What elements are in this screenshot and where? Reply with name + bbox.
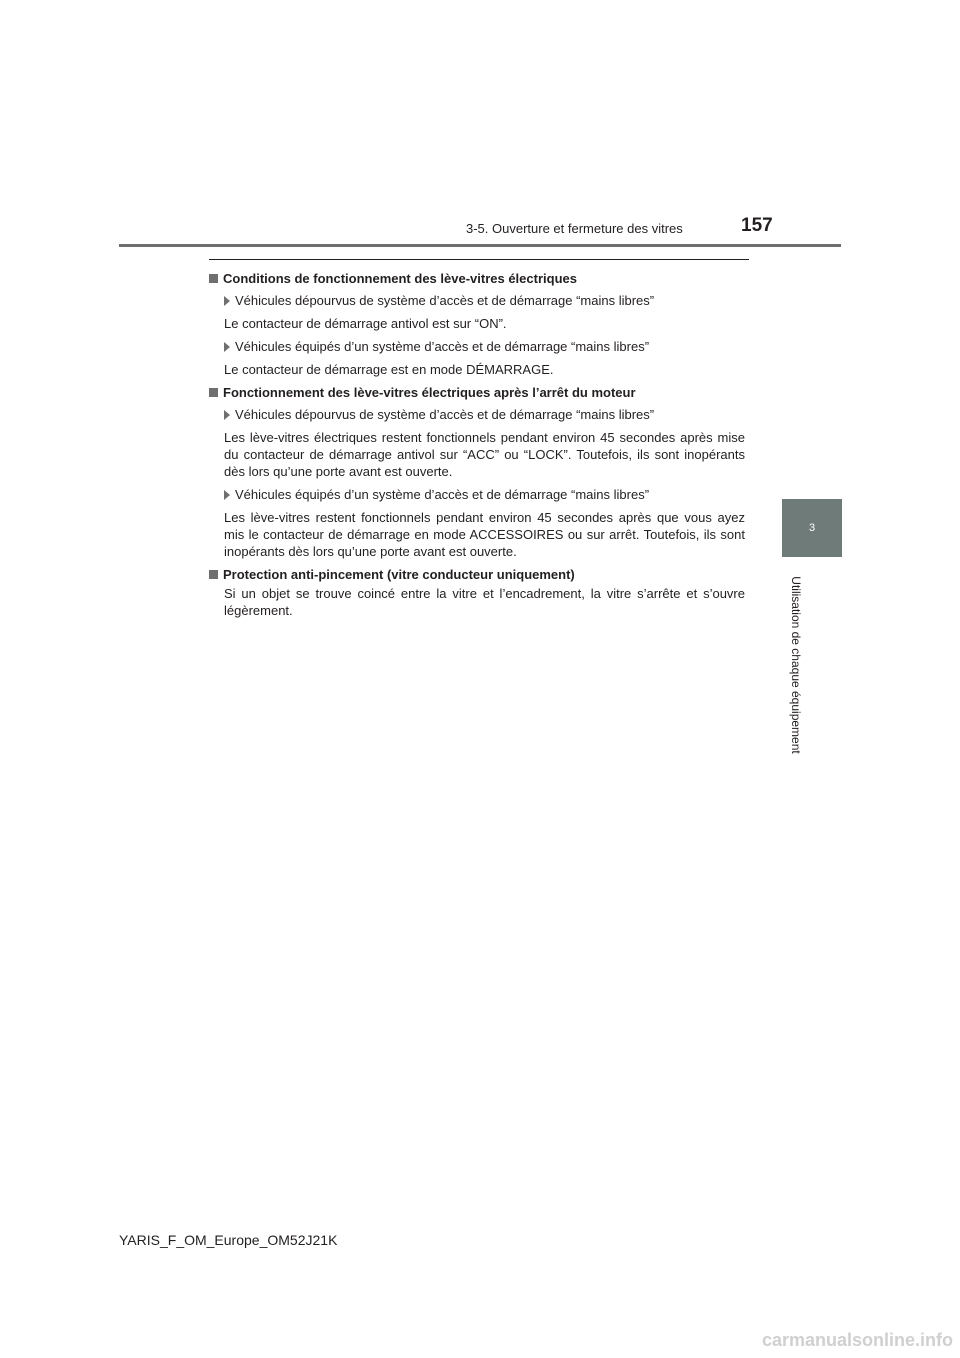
section-title-anti-pinch xyxy=(209,566,745,583)
square-bullet-icon xyxy=(209,388,218,397)
square-bullet-icon xyxy=(209,274,218,283)
chapter-tab xyxy=(782,499,842,557)
page-number: 157 xyxy=(741,215,773,236)
page-content xyxy=(209,270,745,621)
paragraph: Les lève-vitres électriques restent fonctionnels pendant environ 45 secondes après mise du contacteur de démarrage antivol sur “ACC” ou “LOCK”. Toutefois, ils sont inopérants dès lors qu’une porte avant est ouverte. xyxy=(224,430,745,479)
condition-text: Véhicules dépourvus de système d’accès et de démarrage “mains libres” xyxy=(235,293,655,308)
condition-item xyxy=(224,406,745,423)
paragraph: Les lève-vitres restent fonctionnels pendant environ 45 secondes après que vous ayez mis le contacteur de démarrage en mode ACCESSOIRES ou sur arrêt. Toutefois, ils sont inopérants dès lors qu’une porte avant est ouverte. xyxy=(224,510,745,559)
watermark: carmanualsonline.info xyxy=(762,1330,954,1350)
condition-item xyxy=(224,292,745,309)
condition-item xyxy=(224,338,745,355)
triangle-bullet-icon xyxy=(224,296,230,306)
triangle-bullet-icon xyxy=(224,410,230,420)
square-bullet-icon xyxy=(209,570,218,579)
paragraph: Si un objet se trouve coincé entre la vitre et l’encadrement, la vitre s’arrête et s’ouvre légèrement. xyxy=(224,586,745,618)
section-title-text: Conditions de fonctionnement des lève-vitres électriques xyxy=(223,271,577,286)
chapter-label: Utilisation de chaque équipement xyxy=(789,576,803,754)
condition-text: Véhicules équipés d’un système d’accès et de démarrage “mains libres” xyxy=(235,339,650,354)
footer-document-id: YARIS_F_OM_Europe_OM52J21K xyxy=(119,1232,338,1248)
section-title-text: Protection anti-pincement (vitre conducteur uniquement) xyxy=(223,567,575,582)
triangle-bullet-icon xyxy=(224,342,230,352)
condition-text: Véhicules dépourvus de système d’accès et de démarrage “mains libres” xyxy=(235,407,655,422)
chapter-number: 3 xyxy=(808,522,816,534)
section-rule xyxy=(209,259,749,260)
header-rule xyxy=(119,244,841,247)
paragraph: Le contacteur de démarrage est en mode DÉMARRAGE. xyxy=(224,362,554,377)
chapter-label-wrap xyxy=(782,565,810,765)
section-title-after-engine-stop xyxy=(209,384,745,401)
condition-item xyxy=(224,486,745,503)
section-title-conditions xyxy=(209,270,745,287)
paragraph: Le contacteur de démarrage antivol est sur “ON”. xyxy=(224,316,507,331)
condition-text: Véhicules équipés d’un système d’accès et de démarrage “mains libres” xyxy=(235,487,650,502)
header-section-title: 3-5. Ouverture et fermeture des vitres xyxy=(466,221,683,236)
triangle-bullet-icon xyxy=(224,490,230,500)
section-title-text: Fonctionnement des lève-vitres électriques après l’arrêt du moteur xyxy=(223,385,636,400)
